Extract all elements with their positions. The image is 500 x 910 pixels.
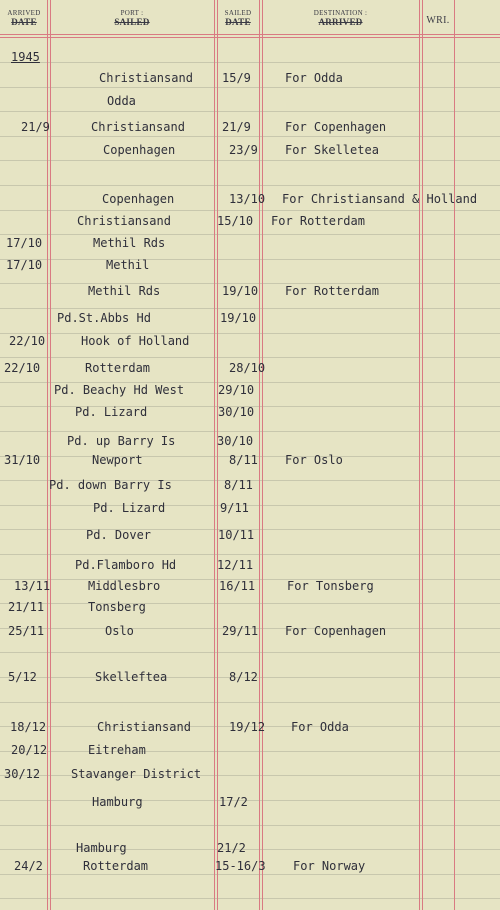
header-arrived-date: DATE [11,17,37,27]
arrived-date: 24/2 [14,859,43,873]
ruled-line [0,259,500,260]
port-name: Oslo [105,624,134,638]
arrived-date: 17/10 [6,258,43,272]
arrived-date: 22/10 [9,334,46,348]
port-name: Pd. Lizard [93,501,166,515]
ruled-line [0,357,500,358]
arrived-date: 21/11 [8,600,45,614]
sailed-date: 9/11 [220,501,249,515]
ruled-line [0,603,500,604]
ruled-line [0,652,500,653]
destination: For Tonsberg [287,579,374,593]
arrived-date: 17/10 [6,236,43,250]
port-name: Rotterdam [85,361,151,375]
ruled-line [0,87,500,88]
arrived-date: 20/12 [11,743,48,757]
port-name: Christiansand [97,720,191,734]
year-label: 1945 [11,50,40,64]
destination: For Rotterdam [285,284,379,298]
port-name: Pd. Beachy Hd West [54,383,185,397]
ruled-line [0,136,500,137]
sailed-date: 30/10 [217,434,254,448]
column-rule [50,0,51,910]
port-name: Christiansand [99,71,193,85]
ruled-line [0,333,500,334]
port-name: Methil Rds [88,284,161,298]
port-name: Copenhagen [102,192,175,206]
port-name: Skelleftea [95,670,168,684]
ruled-line [0,111,500,112]
header-arrived: ARRIVED [7,9,41,17]
sailed-date: 8/11 [229,453,258,467]
ruled-line [0,898,500,899]
port-name: Hamburg [76,841,127,855]
ruled-line [0,702,500,703]
ruled-line [0,308,500,309]
port-name: Pd. up Barry Is [67,434,176,448]
sailed-date: 8/12 [229,670,258,684]
sailed-date: 21/9 [222,120,251,134]
destination: For Copenhagen [285,624,387,638]
sailed-date: 15/9 [222,71,251,85]
arrived-date: 5/12 [8,670,37,684]
sailed-date: 29/10 [218,383,255,397]
destination: For Christiansand & Holland [282,192,478,206]
header-sailed: SAILED [224,9,252,17]
header-rule [0,37,500,38]
arrived-date: 30/12 [4,767,41,781]
sailed-date: 19/12 [229,720,266,734]
header-sailed-date: DATE [225,17,251,27]
column-rule [214,0,215,910]
sailed-date: 19/10 [222,284,259,298]
port-name: Pd.St.Abbs Hd [57,311,151,325]
sailed-date: 23/9 [229,143,258,157]
ruled-line [0,210,500,211]
ruled-line [0,185,500,186]
header-port-sub: SAILED [114,17,150,27]
port-name: Rotterdam [83,859,149,873]
header-rule [0,34,500,35]
column-rule [419,0,420,910]
sailed-date: 21/2 [217,841,246,855]
sailed-date: 12/11 [217,558,254,572]
ruled-line [0,751,500,752]
ruled-line [0,825,500,826]
port-name: Tonsberg [88,600,146,614]
port-name: Methil Rds [93,236,166,250]
port-name: Pd. down Barry Is [49,478,172,492]
header-wri: WRI. [426,15,450,26]
ruled-line [0,505,500,506]
sailed-date: 17/2 [219,795,248,809]
ruled-line [0,62,500,63]
header-port: PORT : [120,9,144,17]
sailed-date: 13/10 [229,192,266,206]
header-destination-sub: ARRIVED [318,17,363,27]
arrived-date: 31/10 [4,453,41,467]
sailed-date: 8/11 [224,478,253,492]
port-name: Pd.Flamboro Hd [75,558,177,572]
destination: For Rotterdam [271,214,365,228]
arrived-date: 25/11 [8,624,45,638]
ruled-line [0,800,500,801]
sailed-date: 19/10 [220,311,257,325]
column-rule [262,0,263,910]
sailed-date: 30/10 [218,405,255,419]
ruled-line [0,234,500,235]
ruled-line [0,849,500,850]
port-name: Pd. Dover [86,528,152,542]
ruled-line [0,874,500,875]
arrived-date: 22/10 [4,361,41,375]
sailed-date: 29/11 [222,624,259,638]
arrived-date: 13/11 [14,579,51,593]
sailed-date: 15/10 [217,214,254,228]
column-rule [259,0,260,910]
destination: For Odda [285,71,343,85]
arrived-date: 21/9 [21,120,50,134]
destination: For Skelletea [285,143,379,157]
column-rule [217,0,218,910]
port-name: Middlesbro [88,579,161,593]
port-name: Methil [106,258,150,272]
port-name: Newport [92,453,143,467]
sailed-date: 28/10 [229,361,266,375]
destination: For Oslo [285,453,343,467]
destination: For Copenhagen [285,120,387,134]
port-name: Eitreham [88,743,146,757]
port-name: Hamburg [92,795,143,809]
destination: For Norway [293,859,366,873]
port-name: Christiansand [91,120,185,134]
port-name: Hook of Holland [81,334,190,348]
port-name: Copenhagen [103,143,176,157]
port-name: Pd. Lizard [75,405,148,419]
column-rule [454,0,455,910]
port-name: Odda [107,94,136,108]
port-name: Christiansand [77,214,171,228]
port-name: Stavanger District [71,767,202,781]
sailed-date: 16/11 [219,579,256,593]
arrived-date: 18/12 [10,720,47,734]
column-rule [422,0,423,910]
ruled-line [0,554,500,555]
sailed-date: 15-16/3 [215,859,266,873]
ruled-line [0,160,500,161]
destination: For Odda [291,720,349,734]
header-destination: DESTINATION : [313,9,368,17]
ledger-header [0,0,500,35]
sailed-date: 10/11 [218,528,255,542]
column-rule [47,0,48,910]
ruled-line [0,431,500,432]
